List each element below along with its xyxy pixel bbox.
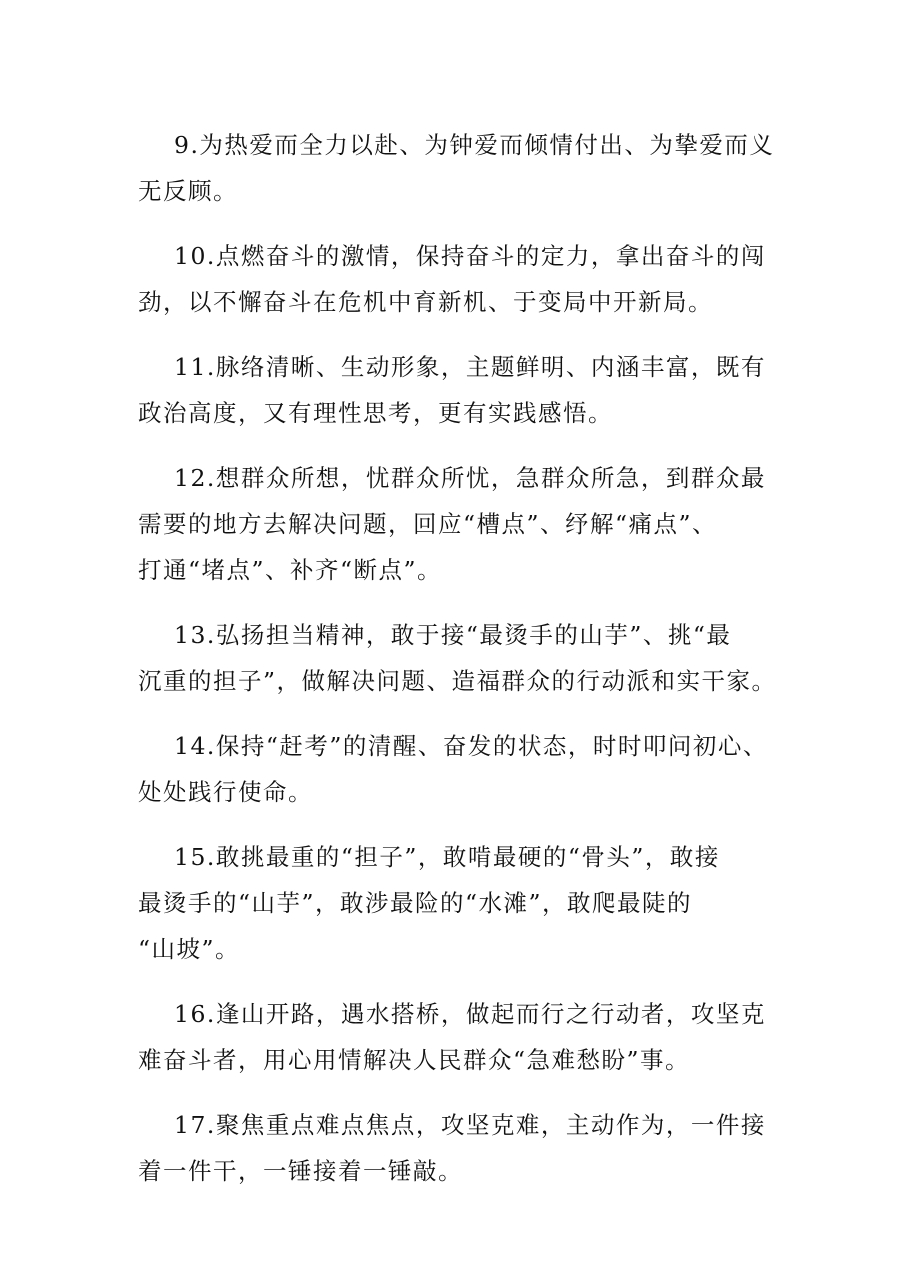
document-body	[138, 122, 778, 1213]
paragraph-line: 需要的地方去解决问题，回应“槽点”、纾解“痛点”、	[138, 510, 718, 538]
paragraph-12	[138, 455, 778, 593]
paragraph-line: 难奋斗者，用心用情解决人民群众“急难愁盼”事。	[138, 1046, 691, 1074]
paragraph-line: 劲，以不懈奋斗在危机中育新机、于变局中开新局。	[138, 288, 713, 316]
paragraph-line: 12.想群众所想，忧群众所忧，急群众所急，到群众最	[174, 464, 766, 492]
paragraph-17	[138, 1102, 778, 1194]
paragraph-line: 15.敢挑最重的“担子”，敢啃最硬的“骨头”，敢接	[174, 843, 720, 871]
paragraph-line: 着一件干，一锤接着一锤敲。	[138, 1157, 463, 1185]
paragraph-line: 打通“堵点”、补齐“断点”。	[138, 556, 443, 584]
paragraph-line: 10.点燃奋斗的激情，保持奋斗的定力，拿出奋斗的闯	[174, 242, 766, 270]
paragraph-line: 政治高度，又有理性思考，更有实践感悟。	[138, 399, 613, 427]
paragraph-line: 无反顾。	[138, 177, 238, 205]
paragraph-15	[138, 834, 778, 972]
paragraph-line: 最烫手的“山芋”，敢涉最险的“水滩”，敢爬最陡的	[138, 889, 693, 917]
paragraph-line: 13.弘扬担当精神，敢于接“最烫手的山芋”、挑“最	[174, 621, 732, 649]
paragraph-line: 16.逢山开路，遇水搭桥，做起而行之行动者，攻坚克	[174, 1000, 766, 1028]
paragraph-line: 处处践行使命。	[138, 778, 313, 806]
paragraph-line: 11.脉络清晰、生动形象，主题鲜明、内涵丰富，既有	[174, 353, 766, 381]
paragraph-13	[138, 612, 778, 704]
paragraph-16	[138, 991, 778, 1083]
paragraph-line: 17.聚焦重点难点焦点，攻坚克难，主动作为，一件接	[174, 1111, 766, 1139]
paragraph-10	[138, 233, 778, 325]
paragraph-9	[138, 122, 778, 214]
paragraph-line: “山坡”。	[138, 935, 241, 963]
paragraph-line: 9.为热爱而全力以赴、为钟爱而倾情付出、为挚爱而义	[174, 131, 775, 159]
paragraph-line: 14.保持“赶考”的清醒、奋发的状态，时时叩问初心、	[174, 732, 768, 760]
paragraph-line: 沉重的担子”，做解决问题、造福群众的行动派和实干家。	[138, 667, 777, 695]
paragraph-11	[138, 344, 778, 436]
paragraph-14	[138, 723, 778, 815]
